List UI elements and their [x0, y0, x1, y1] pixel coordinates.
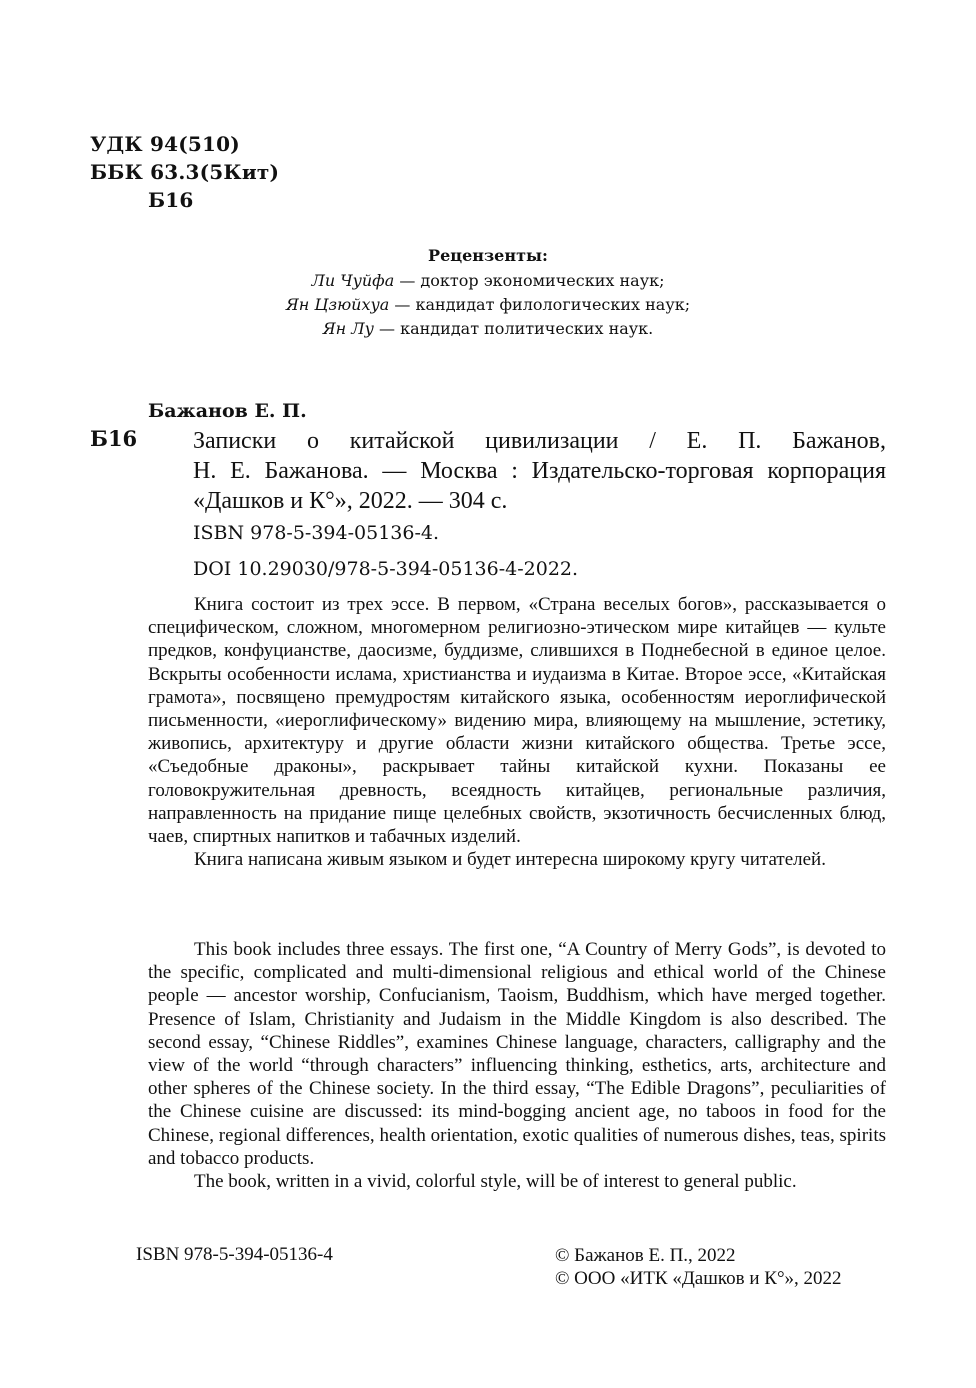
bibliographic-publisher: Н. Е. Бажанова. — Москва : Издательско-торговая корпорация «Дашков и К°», 2022. — 304 с. [193, 458, 886, 514]
abstract-paragraph: Книга написана живым языком и будет интересна широкому кругу читателей. [194, 849, 826, 871]
reviewer-name: Ли Чуйфа [311, 271, 395, 290]
abstract-paragraph: This book includes three essays. The first one, “A Country of Merry Gods”, is devoted to the specific, complicated and multi-dimensional religious and ethical world of the Chinese people — ancestor worship, Confucianism, Taoism, Buddhism, which have merged together. Presence of Islam, Christianity and Judaism in the Middle Kingdom is also described. The second essay, “Chinese Riddles”, examines Chinese language, characters, calligraphy and the view of the world “through characters” influencing thinking, esthetics, arts, architecture and other spheres of the Chinese society. In the third essay, “The Edible Dragons”, peculiarities of the Chinese cuisine are discussed: its mind-bogging ancient age, no taboos in food for the Chinese, regional differences, health orientation, exotic qualities of numerous dishes, teas, spirits and tobacco products. [148, 939, 886, 1169]
bibliographic-code: Б16 [90, 426, 138, 451]
reviewer-role: — кандидат политических наук. [373, 319, 654, 338]
reviewer-name: Ян Лу [322, 319, 374, 338]
author-mark: Б16 [148, 188, 194, 212]
reviewer-item [0, 317, 976, 341]
reviewer-name: Ян Цзюйхуа [285, 295, 390, 314]
reviewer-item [0, 269, 976, 293]
reviewers-title: Рецензенты: [428, 246, 548, 265]
doi-line: DOI 10.29030/978-5-394-05136-4-2022. [193, 558, 579, 580]
copyright-line: © ООО «ИТК «Дашков и К°», 2022 [555, 1268, 842, 1289]
bibliographic-continuation [148, 456, 886, 516]
reviewers-block [0, 244, 976, 341]
udk-code: УДК 94(510) [90, 132, 240, 156]
author-heading: Бажанов Е. П. [148, 400, 307, 422]
bibliographic-line-1 [193, 426, 886, 456]
abstract-paragraph: The book, written in a vivid, colorful style, will be of interest to general public. [194, 1171, 797, 1193]
reviewer-item [0, 293, 976, 317]
reviewer-role: — доктор экономических наук; [394, 271, 665, 290]
bibliographic-title: Записки о китайской цивилизации / Е. П. Бажанов, [193, 428, 886, 454]
copyright-line: © Бажанов Е. П., 2022 [555, 1245, 736, 1266]
reviewer-role: — кандидат филологических наук; [389, 295, 691, 314]
footer-isbn: ISBN 978-5-394-05136-4 [136, 1244, 333, 1265]
isbn-line: ISBN 978-5-394-05136-4. [193, 522, 440, 544]
abstract-english [148, 938, 886, 1193]
copyright-block [555, 1244, 842, 1290]
abstract-russian [148, 593, 886, 871]
abstract-paragraph: Книга состоит из трех эссе. В первом, «Страна веселых богов», рассказывается о специфическом, сложном, многомерном религиозно-этическом мире китайцев — культе предков, конфуцианстве, даосизме, буддизме, слившихся в Поднебесной в единое целое. Вскрыты особенности ислама, христианства и иудаизма в Китае. Второе эссе, «Китайская грамота», посвящено премудростям китайского языка, особенностям иероглифической письменности, «иероглифическому» видению мира, влияющему на мышление, эстетику, живопись, архитектуру и другие области жизни китайского общества. Третье эссе, «Съедобные драконы», раскрывает тайны китайской кухни. Показаны ее головокружительная древность, всеядность китайцев, региональные различия, направленность на придание пище целебных свойств, экзотичность бесчисленных блюд, чаев, спиртных напитков и табачных изделий. [148, 594, 886, 848]
bbk-code: ББК 63.3(5Кит) [90, 160, 280, 184]
classification-block [90, 130, 279, 214]
